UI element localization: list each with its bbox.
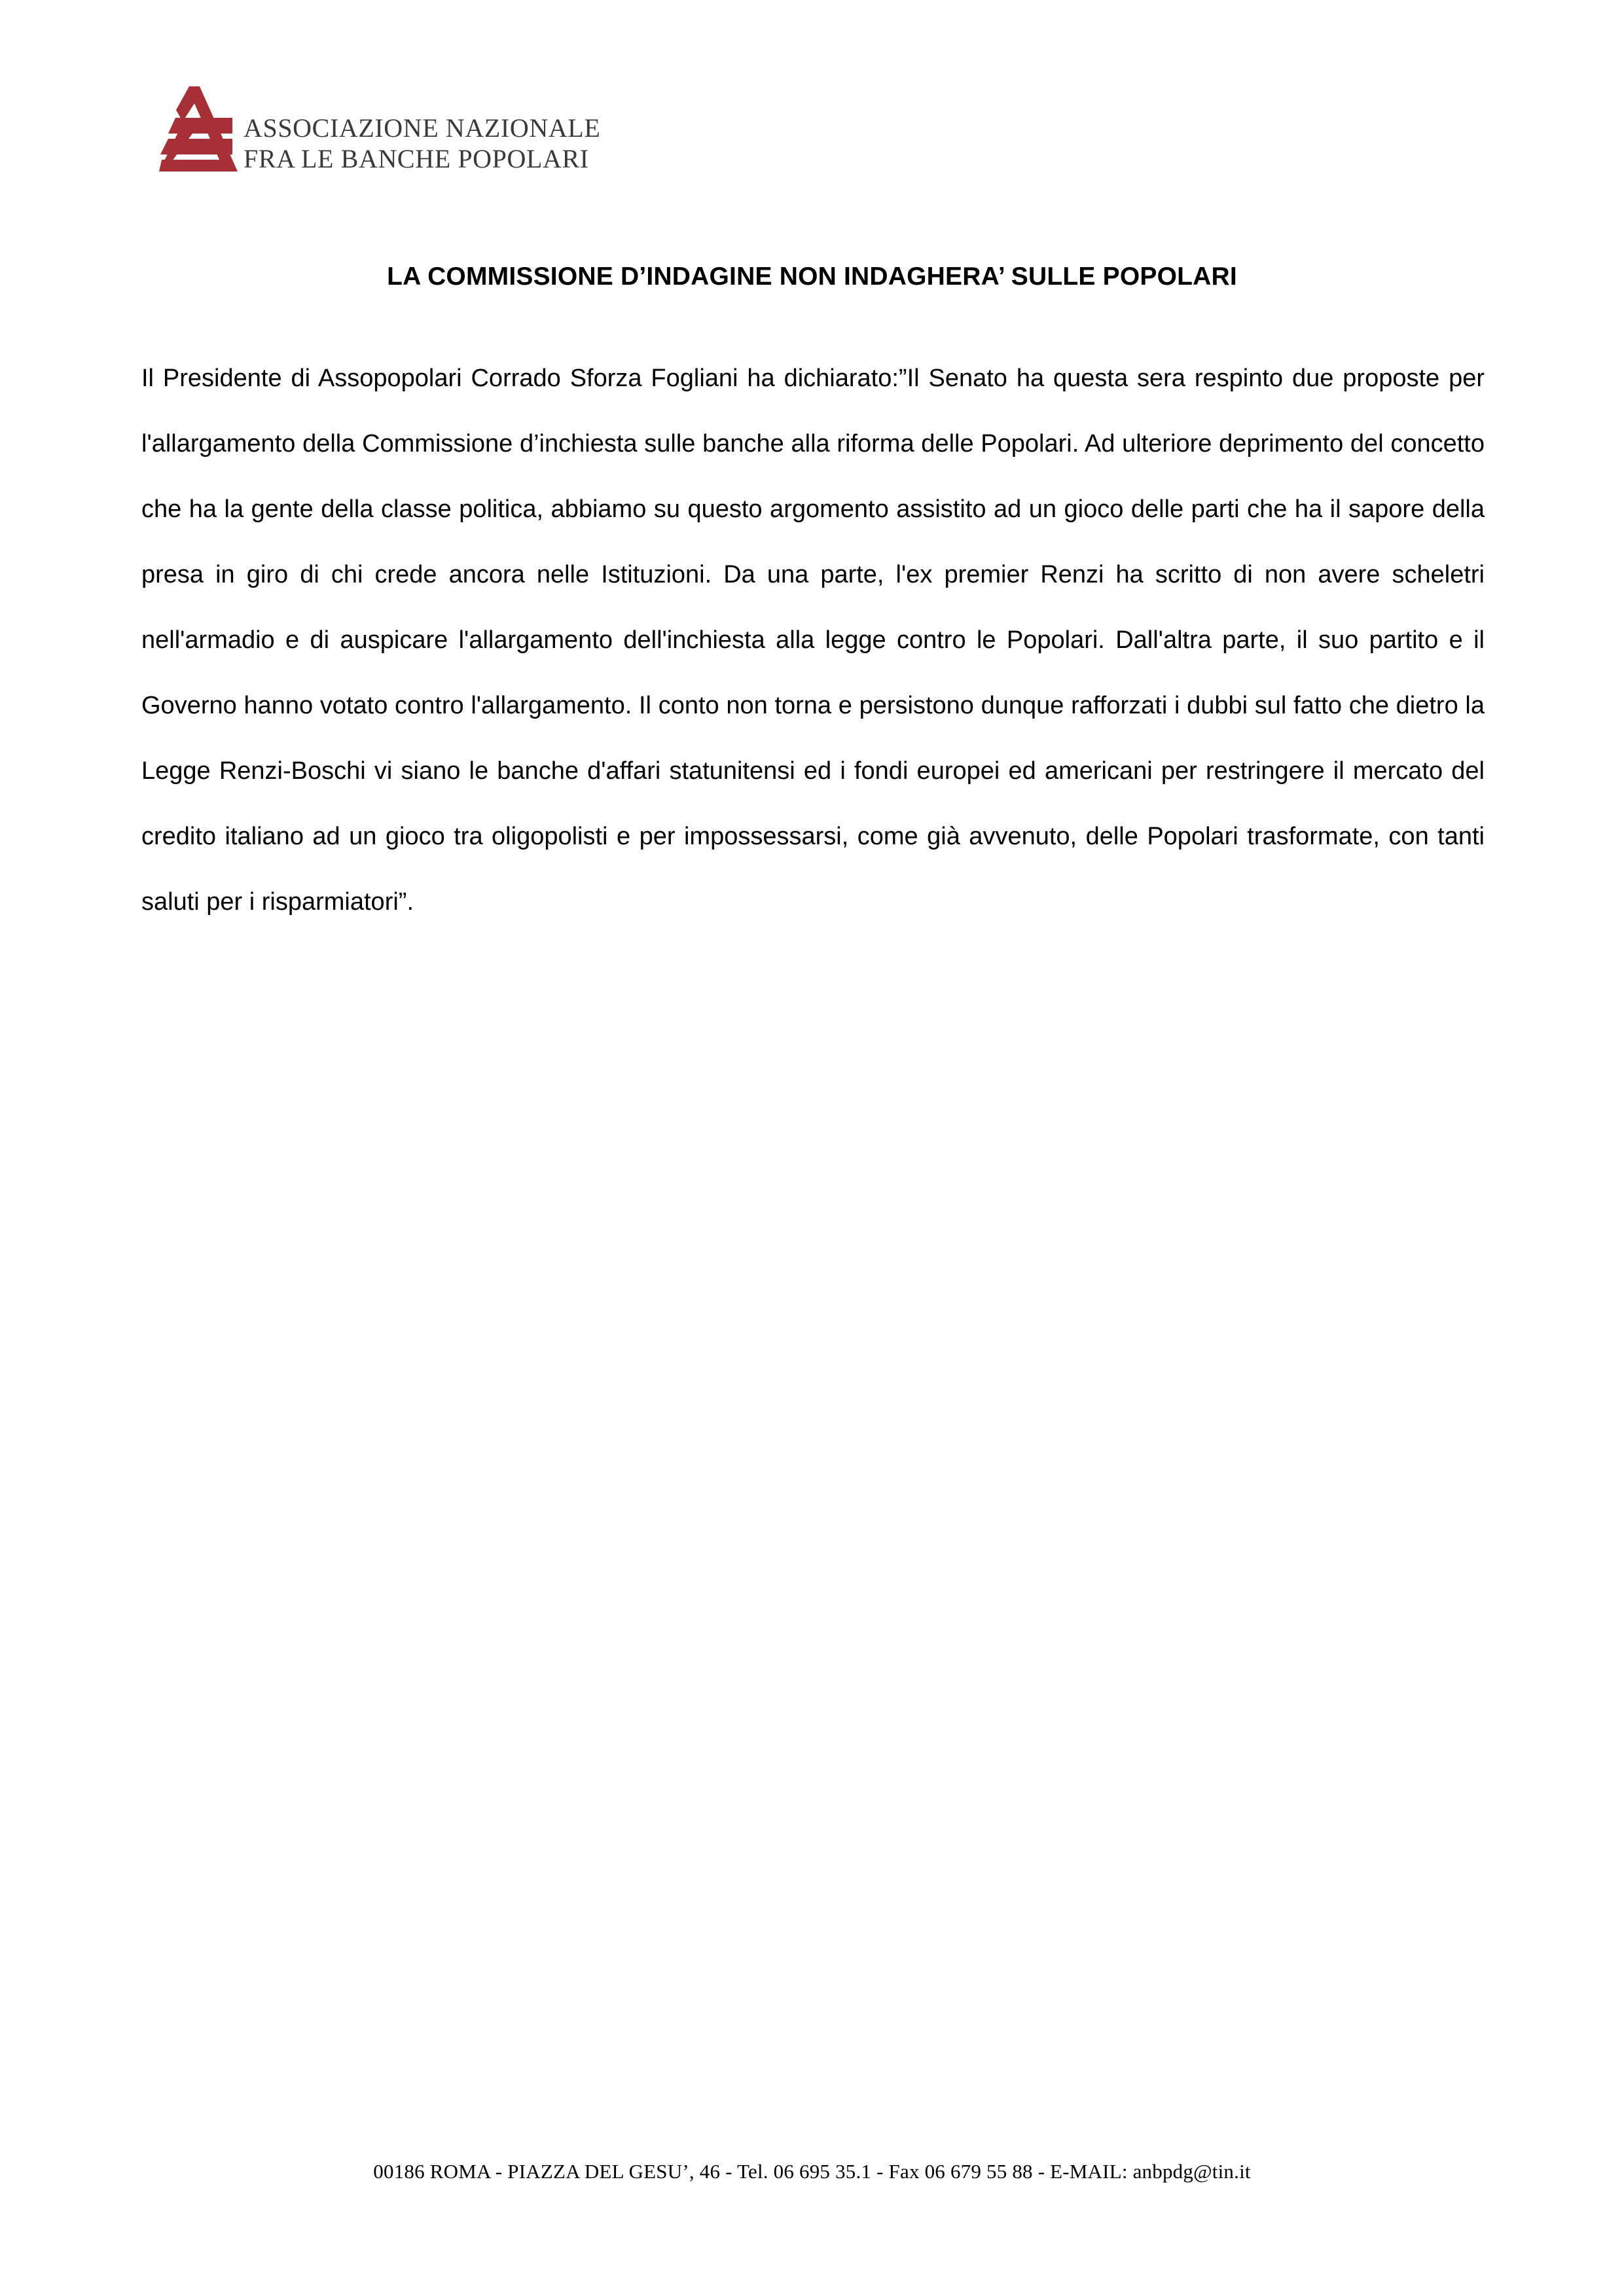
anbp-logo-icon bbox=[159, 84, 241, 175]
letterhead-name-line-1: ASSOCIAZIONE NAZIONALE bbox=[244, 113, 601, 143]
page-title: LA COMMISSIONE D’INDAGINE NON INDAGHERA’ SULLE POPOLARI bbox=[387, 262, 1237, 291]
letterhead-name-line-2: FRA LE BANCHE POPOLARI bbox=[244, 144, 589, 173]
letterhead bbox=[159, 84, 600, 175]
body-paragraph: Il Presidente di Assopopolari Corrado Sforza Fogliani ha dichiarato:”Il Senato ha questa sera respinto due proposte per l'allargamento della Commissione d’inchiesta sulle banche alla riforma delle Popolari. Ad ulteriore deprimento del concetto che ha la gente della classe politica, abbiamo su questo argomento assistito ad un gioco delle parti che ha il sapore della presa in giro di chi crede ancora nelle Istituzioni. Da una parte, l'ex premier Renzi ha scritto di non avere scheletri nell'armadio e di auspicare l'allargamento dell'inchiesta alla legge contro le Popolari. Dall'altra parte, il suo partito e il Governo hanno votato contro l'allargamento. Il conto non torna e persistono dunque rafforzati i dubbi sul fatto che dietro la Legge Renzi-Boschi vi siano le banche d'affari statunitensi ed i fondi europei ed americani per restringere il mercato del credito italiano ad un gioco tra oligopolisti e per impossessarsi, come già avvenuto, delle Popolari trasformate, con tanti saluti per i risparmiatori”. bbox=[141, 365, 1485, 916]
document-body bbox=[141, 346, 1485, 935]
footer-contact-line: 00186 ROMA - PIAZZA DEL GESU’, 46 - Tel. 06 695 35.1 - Fax 06 679 55 88 - E-MAIL: anbpdg@tin.it bbox=[373, 2160, 1251, 2183]
page-footer bbox=[0, 2160, 1624, 2183]
letterhead-wordmark bbox=[244, 85, 600, 174]
